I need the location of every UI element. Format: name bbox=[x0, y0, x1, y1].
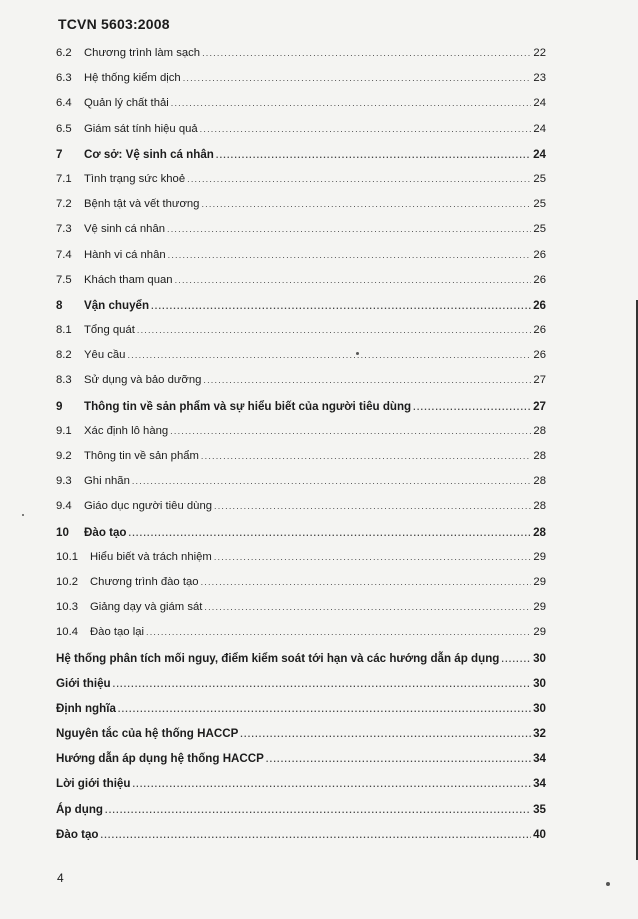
toc-entry-title: Định nghĩa bbox=[56, 701, 116, 715]
dot-leader bbox=[171, 98, 532, 108]
toc-entry bbox=[56, 551, 546, 576]
toc-entry-number: 9.4 bbox=[56, 500, 72, 513]
dot-leader bbox=[118, 704, 531, 714]
dot-leader bbox=[127, 350, 531, 360]
toc-entry-title: Hiểu biết và trách nhiệm bbox=[90, 550, 212, 563]
toc-entry bbox=[56, 374, 546, 399]
toc-entry-page: 30 bbox=[533, 651, 546, 665]
toc-entry-title: Ghi nhãn bbox=[84, 475, 130, 488]
toc-entry-title: Chương trình làm sạch bbox=[84, 47, 201, 59]
toc-entry-title: Thông tin về sản phẩm và sự hiểu biết của người tiêu dùng bbox=[84, 399, 412, 413]
scan-speck bbox=[22, 514, 24, 516]
dot-leader bbox=[204, 602, 531, 612]
toc-entry-title: Giới thiệu bbox=[56, 676, 111, 690]
toc-entry-title: Thông tin về sản phẩm bbox=[84, 450, 199, 462]
toc-entry-number: 9.2 bbox=[56, 450, 72, 462]
toc-entry-page: 30 bbox=[533, 676, 546, 690]
toc-entry-page: 26 bbox=[533, 349, 546, 362]
toc-entry-title: Tổng quát bbox=[84, 324, 135, 337]
dot-leader bbox=[214, 552, 532, 562]
toc-entry-number: 10.2 bbox=[56, 575, 78, 588]
toc-entry bbox=[56, 777, 546, 802]
toc-entry-number: 9.3 bbox=[56, 475, 72, 488]
toc-entry-title: Cơ sở: Vệ sinh cá nhân bbox=[84, 147, 214, 161]
toc-entry-title: Bệnh tật và vết thương bbox=[84, 198, 200, 211]
toc-entry-title: Đào tạo bbox=[84, 525, 127, 539]
toc-entry-page: 24 bbox=[533, 97, 546, 110]
toc-entry bbox=[56, 198, 546, 223]
toc-entry bbox=[56, 450, 546, 475]
dot-leader bbox=[202, 48, 531, 58]
page-header-standard-code: TCVN 5603:2008 bbox=[58, 16, 170, 32]
toc-entry bbox=[56, 727, 546, 752]
toc-entry bbox=[56, 500, 546, 525]
toc-entry-page: 23 bbox=[533, 72, 546, 85]
dot-leader bbox=[175, 275, 532, 285]
toc-entry-title: Quản lý chất thải bbox=[84, 97, 169, 110]
toc-entry bbox=[56, 626, 546, 651]
toc-entry-title: Vận chuyển bbox=[84, 298, 150, 312]
dot-leader bbox=[201, 199, 531, 209]
toc-entry bbox=[56, 803, 546, 828]
toc-entry-page: 28 bbox=[533, 500, 546, 513]
toc-entry-title: Giảng dạy và giám sát bbox=[90, 601, 203, 614]
dot-leader bbox=[168, 250, 532, 260]
toc-entry bbox=[56, 601, 546, 626]
dot-leader bbox=[137, 325, 532, 335]
dot-leader bbox=[105, 805, 531, 815]
toc-entry bbox=[56, 475, 546, 500]
toc-entry-page: 35 bbox=[533, 802, 546, 816]
toc-entry-title: Vệ sinh cá nhân bbox=[84, 223, 166, 236]
toc-entry-number: 7.4 bbox=[56, 248, 72, 261]
toc-entry-number: 10.4 bbox=[56, 626, 78, 639]
dot-leader bbox=[129, 528, 532, 538]
toc-entry bbox=[56, 274, 546, 299]
toc-entry bbox=[56, 576, 546, 601]
toc-entry-page: 22 bbox=[533, 47, 546, 59]
toc-entry bbox=[56, 425, 546, 450]
toc-entry-page: 27 bbox=[533, 399, 546, 413]
dot-leader bbox=[132, 779, 531, 789]
dot-leader bbox=[214, 501, 531, 511]
toc-entry-title: Khách tham quan bbox=[84, 273, 173, 286]
toc-entry bbox=[56, 249, 546, 274]
toc-entry-number: 7.1 bbox=[56, 172, 72, 185]
toc-entry bbox=[56, 173, 546, 198]
toc-entry bbox=[56, 97, 546, 122]
toc-entry bbox=[56, 123, 546, 148]
toc-entry-title: Hệ thống phân tích mối nguy, điểm kiểm soát tới hạn và các hướng dẫn áp dụng bbox=[56, 651, 500, 665]
toc-entry-number: 8 bbox=[56, 298, 63, 312]
toc-entry bbox=[56, 349, 546, 374]
toc-entry-number: 6.4 bbox=[56, 97, 72, 110]
toc-entry-number: 10.3 bbox=[56, 601, 78, 614]
toc-entry-page: 32 bbox=[533, 727, 546, 741]
dot-leader bbox=[203, 375, 531, 385]
toc-entry-title: Hệ thống kiểm dịch bbox=[84, 72, 181, 85]
dot-leader bbox=[132, 476, 532, 486]
toc-entry-number: 10 bbox=[56, 525, 69, 539]
toc-entry-title: Yêu cầu bbox=[84, 349, 126, 362]
toc-entry-page: 29 bbox=[533, 601, 546, 614]
toc-entry bbox=[56, 702, 546, 727]
toc-entry-title: Tình trạng sức khoẻ bbox=[84, 172, 186, 185]
toc-entry-number: 9 bbox=[56, 399, 63, 413]
toc-entry-page: 26 bbox=[533, 324, 546, 337]
toc-entry-number: 7 bbox=[56, 147, 63, 161]
toc-entry-title: Sử dụng và bảo dưỡng bbox=[84, 374, 202, 387]
toc-entry-number: 9.1 bbox=[56, 424, 72, 437]
toc-entry-page: 25 bbox=[533, 198, 546, 211]
toc-entry-title: Giám sát tính hiệu quả bbox=[84, 122, 198, 135]
toc-entry-page: 26 bbox=[533, 298, 546, 312]
toc-entry-page: 25 bbox=[533, 172, 546, 185]
toc-entry-number: 10.1 bbox=[56, 550, 78, 563]
toc-entry-number: 6.5 bbox=[56, 122, 72, 135]
toc-entry bbox=[56, 47, 546, 72]
toc-entry-title: Hành vi cá nhân bbox=[84, 248, 166, 261]
toc-entry bbox=[56, 752, 546, 777]
dot-leader bbox=[216, 150, 531, 160]
toc-entry-page: 26 bbox=[533, 273, 546, 286]
toc-entry bbox=[56, 652, 546, 677]
toc-entry-number: 7.3 bbox=[56, 223, 72, 236]
toc-entry-page: 28 bbox=[533, 525, 546, 539]
toc-entry-number: 6.3 bbox=[56, 72, 72, 85]
toc-entry-title: Xác định lô hàng bbox=[84, 424, 169, 437]
toc-entry-page: 28 bbox=[533, 450, 546, 462]
toc-entry bbox=[56, 324, 546, 349]
toc-entry-page: 24 bbox=[533, 122, 546, 135]
dot-leader bbox=[200, 124, 532, 134]
toc-entry-page: 25 bbox=[533, 223, 546, 236]
toc-entry-title: Lời giới thiệu bbox=[56, 777, 131, 791]
dot-leader bbox=[501, 654, 531, 664]
toc-entry-title: Đào tạo lại bbox=[90, 626, 145, 639]
toc-entry-page: 29 bbox=[533, 550, 546, 563]
scan-speck bbox=[606, 882, 610, 886]
dot-leader bbox=[167, 224, 531, 234]
toc-entry bbox=[56, 148, 546, 173]
dot-leader bbox=[183, 73, 532, 83]
dot-leader bbox=[201, 577, 532, 587]
dot-leader bbox=[413, 402, 531, 412]
dot-leader bbox=[170, 426, 531, 436]
toc-entry-page: 29 bbox=[533, 626, 546, 639]
toc-entry-title: Chương trình đào tạo bbox=[90, 575, 199, 588]
toc-entry-title: Giáo dục người tiêu dùng bbox=[84, 500, 213, 513]
toc-entry-title: Nguyên tắc của hệ thống HACCP bbox=[56, 727, 239, 741]
scan-speck bbox=[356, 352, 359, 355]
toc-entry-page: 34 bbox=[533, 752, 546, 766]
toc-entry-page: 28 bbox=[533, 424, 546, 437]
table-of-contents bbox=[56, 47, 546, 853]
toc-entry bbox=[56, 223, 546, 248]
dot-leader bbox=[101, 830, 532, 840]
toc-entry-title: Đào tạo bbox=[56, 827, 99, 841]
toc-entry-page: 28 bbox=[533, 475, 546, 488]
toc-entry-page: 29 bbox=[533, 575, 546, 588]
toc-entry bbox=[56, 400, 546, 425]
toc-entry-page: 26 bbox=[533, 248, 546, 261]
toc-entry-number: 7.2 bbox=[56, 198, 72, 211]
toc-entry-page: 27 bbox=[533, 374, 546, 387]
toc-entry-number: 6.2 bbox=[56, 47, 72, 59]
toc-entry bbox=[56, 828, 546, 853]
toc-entry-number: 8.1 bbox=[56, 324, 72, 337]
toc-entry-page: 30 bbox=[533, 701, 546, 715]
toc-entry bbox=[56, 526, 546, 551]
toc-entry bbox=[56, 72, 546, 97]
toc-entry-number: 8.2 bbox=[56, 349, 72, 362]
dot-leader bbox=[266, 754, 531, 764]
dot-leader bbox=[201, 451, 532, 461]
toc-entry-number: 8.3 bbox=[56, 374, 72, 387]
dot-leader bbox=[240, 729, 531, 739]
dot-leader bbox=[146, 627, 531, 637]
toc-entry-number: 7.5 bbox=[56, 273, 72, 286]
dot-leader bbox=[187, 174, 531, 184]
toc-entry-page: 24 bbox=[533, 147, 546, 161]
dot-leader bbox=[151, 301, 531, 311]
toc-entry bbox=[56, 299, 546, 324]
toc-entry-title: Hướng dẫn áp dụng hệ thống HACCP bbox=[56, 752, 264, 766]
toc-entry-page: 40 bbox=[533, 827, 546, 841]
toc-entry-page: 34 bbox=[533, 777, 546, 791]
page-number: 4 bbox=[57, 871, 64, 885]
dot-leader bbox=[113, 679, 531, 689]
toc-entry bbox=[56, 677, 546, 702]
toc-entry-title: Áp dụng bbox=[56, 802, 104, 816]
